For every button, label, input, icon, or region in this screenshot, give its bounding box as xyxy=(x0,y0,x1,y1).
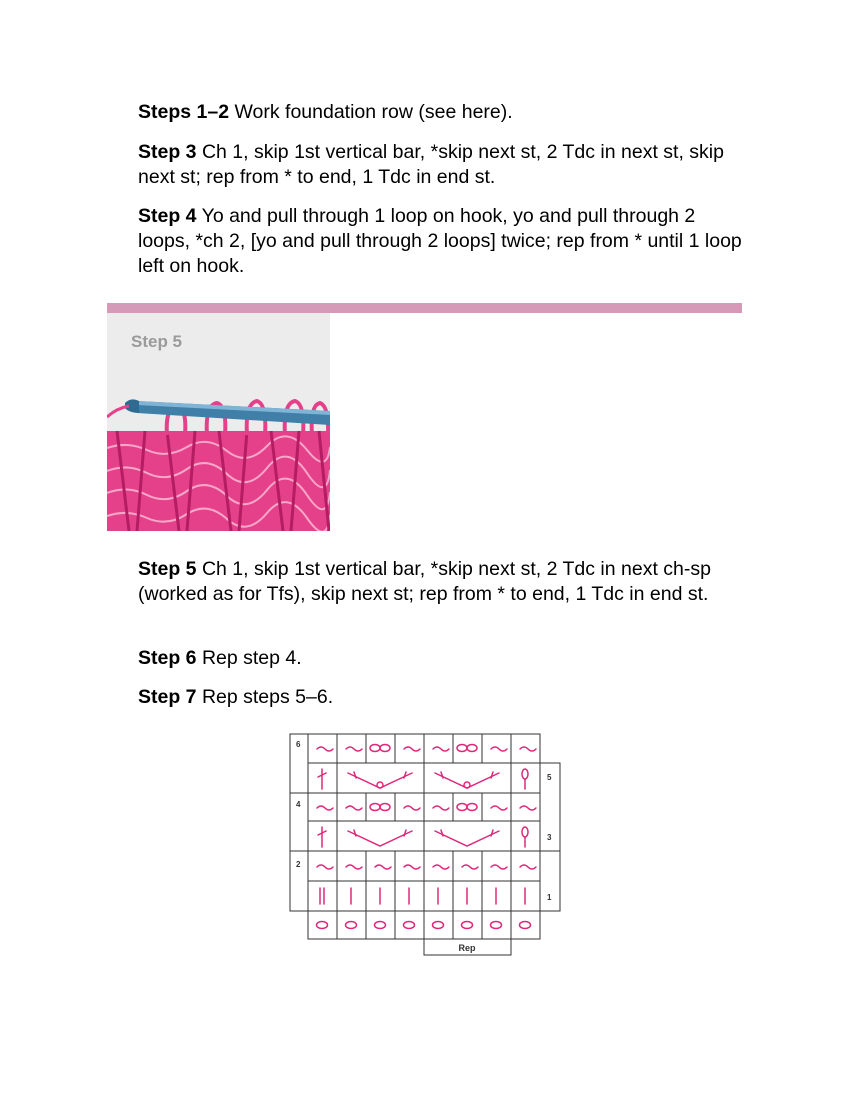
row-number-left: 6 xyxy=(296,740,301,749)
chain-row-2 xyxy=(317,865,536,869)
row-number-right: 3 xyxy=(547,833,552,842)
chain-row-6 xyxy=(317,745,536,752)
row-number-right: 1 xyxy=(547,893,552,902)
step-label: Step 7 xyxy=(138,686,197,708)
repeat-label: Rep xyxy=(458,943,476,953)
step-label: Step 4 xyxy=(138,205,197,227)
infinity-symbol xyxy=(457,745,477,752)
infinity-symbol xyxy=(457,804,477,811)
section-divider xyxy=(107,303,742,313)
infinity-symbol xyxy=(370,804,390,811)
photo-step-label: Step 5 xyxy=(131,332,183,351)
step-1-2-paragraph xyxy=(138,100,742,125)
step-5-photo xyxy=(107,313,330,531)
step-text: Ch 1, skip 1st vertical bar, *skip next st, 2 Tdc in next ch-sp (worked as for Tfs), skip next st; rep from * to end, 1 Tdc in end st. xyxy=(138,558,711,605)
step-text: Work foundation row (see here). xyxy=(229,101,513,123)
step-text: Rep steps 5–6. xyxy=(196,686,334,708)
stitch-row-3 xyxy=(318,827,528,847)
step-5-paragraph xyxy=(138,557,742,607)
infinity-symbol xyxy=(370,745,390,752)
row-number-right: 5 xyxy=(547,773,552,782)
step-4-paragraph xyxy=(138,204,742,279)
step-label: Step 3 xyxy=(138,141,197,163)
step-label: Step 5 xyxy=(138,558,197,580)
row-number-left: 2 xyxy=(296,860,301,869)
step-text: Ch 1, skip 1st vertical bar, *skip next st, 2 Tdc in next st, skip next st; rep from * to end, 1 Tdc in end st. xyxy=(138,141,724,188)
stitch-row-5 xyxy=(318,769,528,789)
step-text: Rep step 4. xyxy=(196,647,302,669)
step-label: Step 6 xyxy=(138,647,197,669)
step-label: Steps 1–2 xyxy=(138,101,230,123)
step-text: Yo and pull through 1 loop on hook, yo and pull through 2 loops, *ch 2, [yo and pull through 2 loops] twice; rep from * until 1 loop left on hook. xyxy=(138,205,742,277)
stitch-chart xyxy=(288,733,564,963)
step-7-paragraph xyxy=(138,685,742,710)
step-6-paragraph xyxy=(138,646,742,671)
chain-row-4 xyxy=(317,804,536,811)
vertical-bar-row-1 xyxy=(320,888,525,904)
step-3-paragraph xyxy=(138,140,742,190)
row-number-left: 4 xyxy=(296,800,301,809)
